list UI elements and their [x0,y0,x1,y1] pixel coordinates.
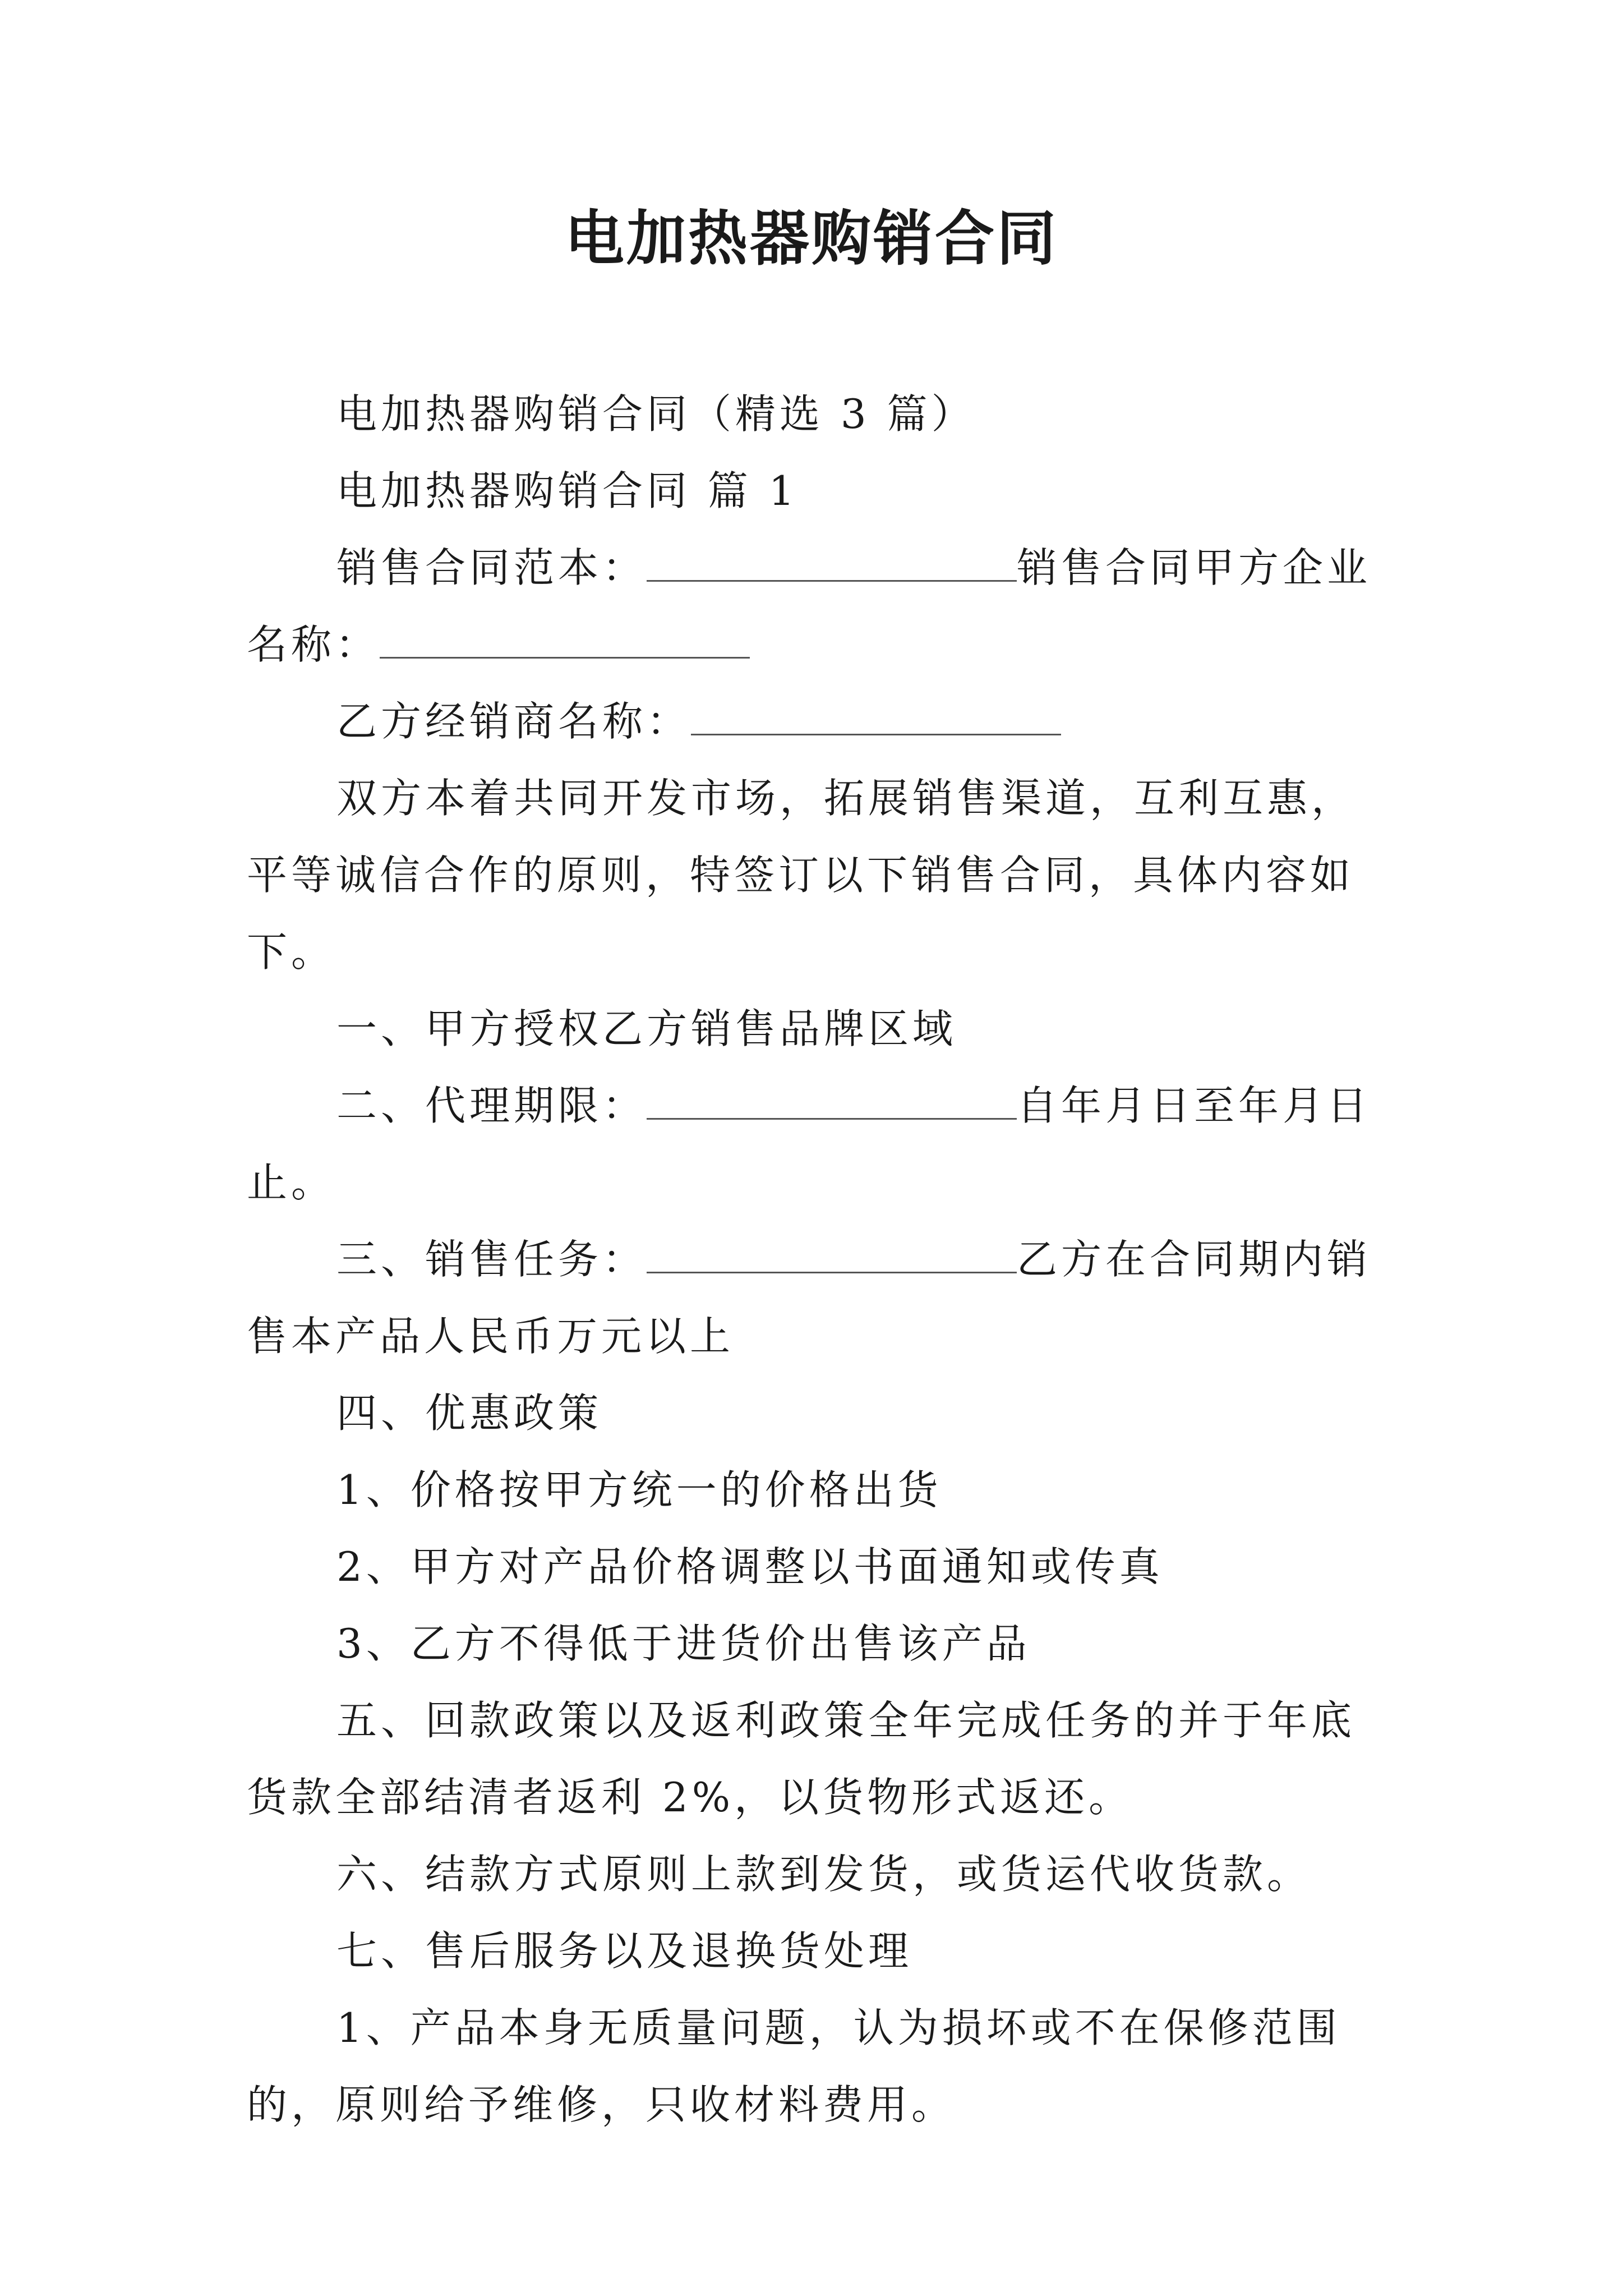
sales-task-blank [647,1238,1017,1273]
agency-period-blank [647,1084,1017,1120]
clause-6: 六、结款方式原则上款到发货，或货运代收货款。 [336,1851,1312,1898]
intro-paragraph: 双方本着共同开发市场，拓展销售渠道，互利互惠，平等诚信合作的原则，特签订以下销售合同，具体内容如下。 [247,775,1356,976]
clause-4-2: 2、甲方对产品价格调整以书面通知或传真 [336,1543,1164,1590]
contract-template-label: 销售合同范本： [336,544,647,591]
clause-7: 七、售后服务以及退换货处理 [336,1927,913,1975]
contract-template-after: 销售合同甲方企业名称： [247,544,1372,668]
party-b-line [247,683,1391,760]
subtitle: 电加热器购销合同（精选 3 篇） [336,390,976,438]
party-b-name-blank [691,700,1061,735]
clause-5: 五、回款政策以及返利政策全年完成任务的并于年底货款全部结清者返利 2%，以货物形式返还。 [247,1697,1356,1821]
document-title: 电加热器购销合同 [565,203,1058,273]
clause-3-label: 三、销售任务： [336,1236,647,1283]
clause-4-3: 3、乙方不得低于进货价出售该产品 [336,1620,1031,1667]
contract-template-blank [647,546,1017,582]
section-heading: 电加热器购销合同 篇 1 [336,467,799,514]
clause-2 [247,1068,1391,1221]
clause-4: 四、优惠政策 [336,1389,603,1437]
clause-2-text: 自年月日至年月日止。 [247,1082,1372,1206]
party-a-name-blank [380,623,750,659]
document-body [247,376,1391,2143]
clause-7-1: 1、产品本身无质量问题，认为损坏或不在保修范围的，原则给予维修，只收材料费用。 [247,2004,1341,2128]
clause-3-text: 乙方在合同期内销售本产品人民币万元以上 [247,1236,1372,1360]
clause-4-1: 1、价格按甲方统一的价格出货 [336,1466,942,1513]
clause-2-label: 二、代理期限： [336,1082,647,1129]
party-b-label: 乙方经销商名称： [336,698,691,745]
contract-template-line [247,530,1391,683]
clause-1: 一、甲方授权乙方销售品牌区域 [336,1005,957,1052]
clause-3 [247,1221,1391,1375]
